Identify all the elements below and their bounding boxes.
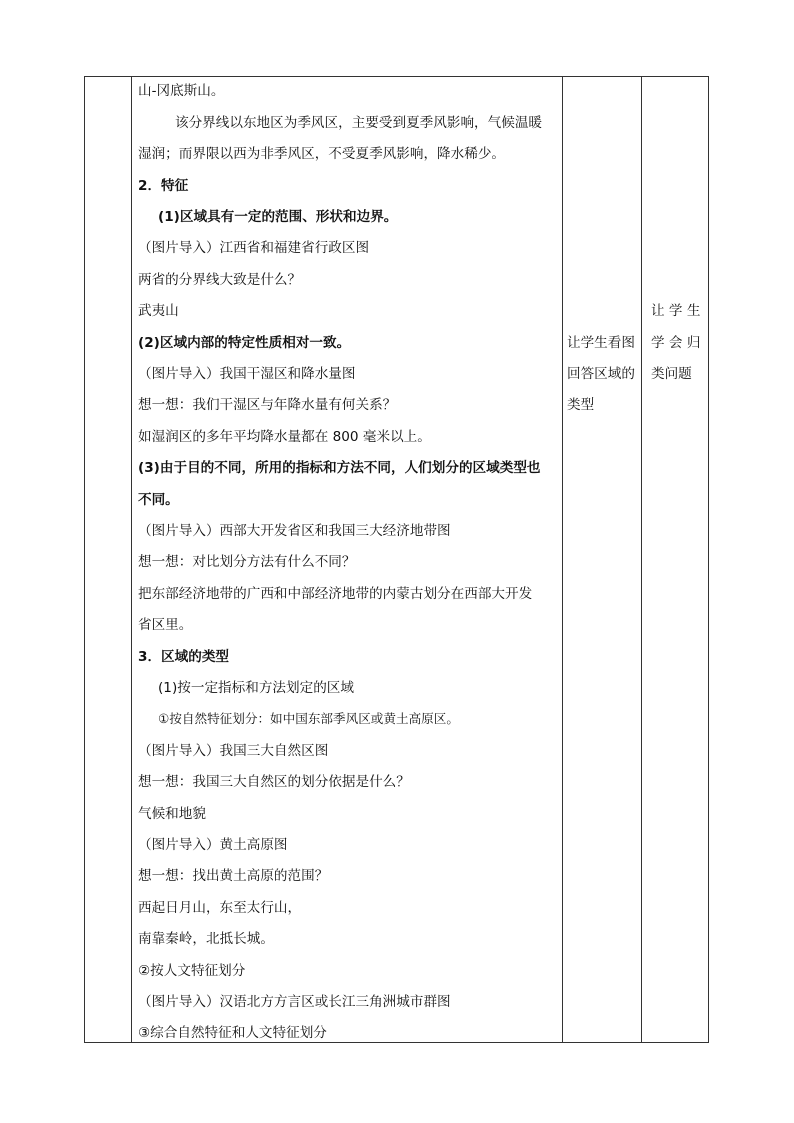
content-line: （图片导入）西部大开发省区和我国三大经济地带图 [138, 523, 451, 539]
column-divider [131, 77, 132, 1042]
content-line: 省区里。 [138, 617, 193, 633]
content-line: 气候和地貌 [138, 806, 206, 822]
content-line: 武夷山 [138, 303, 179, 319]
section-heading: 2．特征 [138, 178, 189, 194]
content-line: ③综合自然特征和人文特征划分 [138, 1025, 327, 1041]
content-line: (2)区域内部的特定性质相对一致。 [138, 335, 351, 351]
content-line: 西起日月山，东至太行山， [138, 900, 302, 916]
activity-line: 回答区域的 [567, 366, 635, 382]
content-line: 南靠秦岭，北抵长城。 [138, 931, 274, 947]
content-line: 想一想：对比划分方法有什么不同？ [138, 554, 356, 570]
content-line: ②按人文特征划分 [138, 963, 246, 979]
content-line: 想一想：我国三大自然区的划分依据是什么？ [138, 774, 410, 790]
intent-line: 让 学 生 [651, 303, 701, 319]
content-line: （图片导入）我国三大自然区图 [138, 743, 329, 759]
activity-line: 让学生看图 [567, 335, 635, 351]
content-line: （图片导入）江西省和福建省行政区图 [138, 240, 370, 256]
content-line: 把东部经济地带的广西和中部经济地带的内蒙古划分在西部大开发 [138, 586, 533, 602]
content-line: ①按自然特征划分：如中国东部季风区或黄土高原区。 [158, 711, 459, 726]
content-line: 湿润；而界限以西为非季风区，不受夏季风影响，降水稀少。 [138, 146, 506, 162]
content-line: 想一想：我们干湿区与年降水量有何关系？ [138, 397, 397, 413]
content-line: 如湿润区的多年平均降水量都在 800 毫米以上。 [138, 429, 431, 445]
activity-line: 类型 [567, 397, 595, 413]
content-line: 两省的分界线大致是什么？ [138, 272, 302, 288]
intent-line: 类问题 [651, 366, 692, 382]
content-line: （图片导入）黄土高原图 [138, 837, 288, 853]
content-line: （图片导入）汉语北方方言区或长江三角洲城市群图 [138, 994, 451, 1010]
content-line: (3)由于目的不同，所用的指标和方法不同，人们划分的区域类型也 [138, 460, 541, 476]
intent-line: 学 会 归 [651, 335, 701, 351]
column-divider [641, 77, 642, 1042]
lesson-table [84, 76, 709, 1043]
column-divider [562, 77, 563, 1042]
content-line: （图片导入）我国干湿区和降水量图 [138, 366, 356, 382]
content-line: 不同。 [138, 492, 179, 508]
content-line: (1)按一定指标和方法划定的区域 [158, 680, 354, 696]
content-line: 山-冈底斯山。 [138, 83, 225, 99]
content-line: 该分界线以东地区为季风区，主要受到夏季风影响，气候温暖 [175, 115, 543, 131]
content-line: 想一想：找出黄土高原的范围？ [138, 868, 329, 884]
content-line: (1)区域具有一定的范围、形状和边界。 [158, 209, 398, 225]
section-heading: 3．区域的类型 [138, 649, 230, 665]
